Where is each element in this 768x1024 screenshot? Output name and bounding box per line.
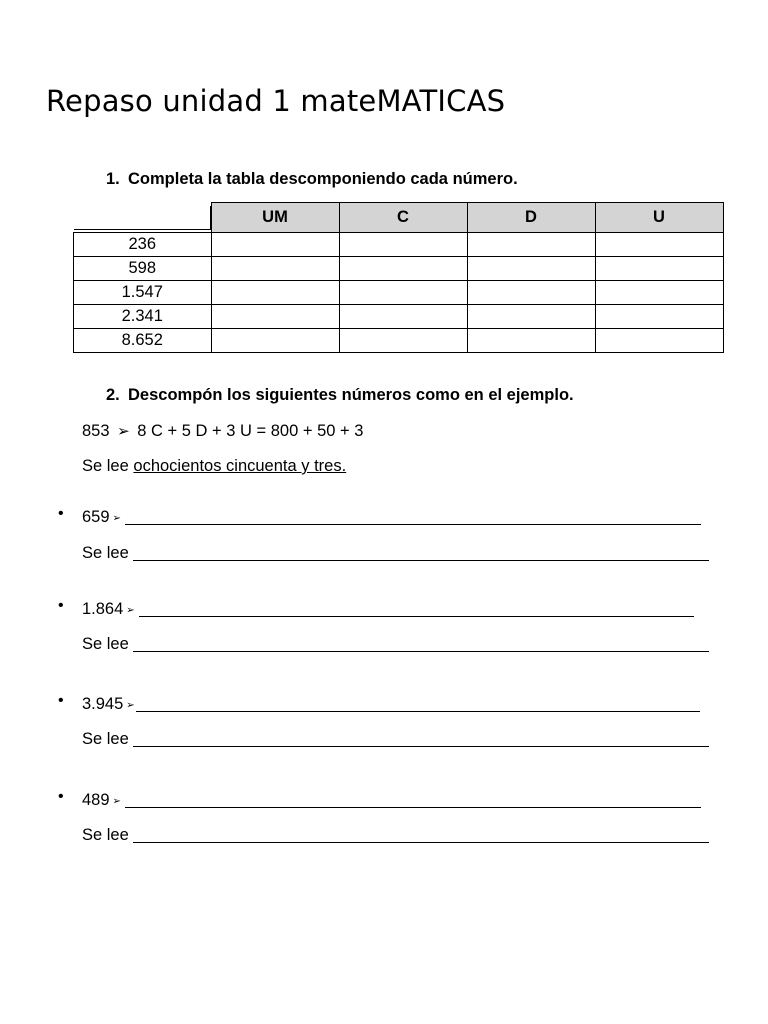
arrow-icon: ➢	[117, 422, 130, 440]
d-cell[interactable]	[467, 328, 595, 352]
answer-blank[interactable]	[125, 791, 701, 808]
header-um: UM	[211, 203, 339, 233]
u-cell[interactable]	[595, 304, 723, 328]
example-reads-prefix: Se lee	[82, 457, 129, 475]
exercise-decomposition-line	[82, 597, 694, 619]
answer-blank[interactable]	[136, 695, 700, 712]
exercise-number: 489	[82, 791, 110, 809]
exercise-number: 1.864	[82, 600, 124, 618]
example-reads-text: ochocientos cincuenta y tres.	[133, 457, 347, 475]
exercise-reads-prefix: Se lee	[82, 544, 129, 562]
arrow-icon: ➢	[126, 605, 135, 616]
example-decomposition-line	[82, 422, 363, 441]
exercise-number: 659	[82, 508, 110, 526]
c-cell[interactable]	[339, 256, 467, 280]
answer-blank[interactable]	[125, 508, 701, 525]
c-cell[interactable]	[339, 304, 467, 328]
bullet-icon: •	[58, 788, 64, 805]
u-cell[interactable]	[595, 280, 723, 304]
um-cell[interactable]	[211, 280, 339, 304]
bullet-icon: •	[58, 597, 64, 614]
example-reads-line	[82, 457, 346, 476]
exercise-decomposition-line	[82, 788, 701, 810]
bullet-icon: •	[58, 692, 64, 709]
row-number-cell: 1.547	[74, 280, 212, 304]
um-cell[interactable]	[211, 256, 339, 280]
row-number-cell: 8.652	[74, 328, 212, 352]
arrow-icon: ➢	[126, 700, 135, 711]
section-2-heading	[106, 386, 574, 405]
c-cell[interactable]	[339, 280, 467, 304]
exercise-reads-line	[82, 632, 709, 654]
reads-answer-blank[interactable]	[133, 826, 709, 843]
exercise-reads-prefix: Se lee	[82, 730, 129, 748]
c-cell[interactable]	[339, 232, 467, 256]
d-cell[interactable]	[467, 280, 595, 304]
reads-answer-blank[interactable]	[133, 730, 709, 747]
header-c: C	[339, 203, 467, 233]
table-row	[74, 304, 724, 328]
row-number-cell: 236	[74, 232, 212, 256]
table-corner-cell	[74, 206, 211, 230]
section-1-number: 1.	[106, 170, 120, 188]
d-cell[interactable]	[467, 304, 595, 328]
um-cell[interactable]	[211, 304, 339, 328]
exercise-reads-line	[82, 823, 709, 845]
exercise-reads-prefix: Se lee	[82, 826, 129, 844]
exercise-reads-line	[82, 541, 709, 563]
u-cell[interactable]	[595, 328, 723, 352]
page-title: Repaso unidad 1 mateMATICAS	[46, 84, 506, 118]
u-cell[interactable]	[595, 256, 723, 280]
table-row	[74, 328, 724, 352]
d-cell[interactable]	[467, 232, 595, 256]
bullet-icon: •	[58, 505, 64, 522]
arrow-icon: ➢	[112, 513, 121, 524]
section-2-number: 2.	[106, 386, 120, 404]
table-header-row	[74, 203, 724, 233]
example-decomposition: 8 C + 5 D + 3 U = 800 + 50 + 3	[137, 422, 364, 440]
d-cell[interactable]	[467, 256, 595, 280]
example-number: 853	[82, 422, 110, 440]
row-number-cell: 598	[74, 256, 212, 280]
section-2-heading-text: Descompón los siguientes números como en el ejemplo.	[128, 386, 574, 404]
decomposition-table	[73, 202, 724, 353]
exercise-reads-prefix: Se lee	[82, 635, 129, 653]
section-1-heading	[106, 170, 518, 189]
arrow-icon: ➢	[112, 796, 121, 807]
section-1-heading-text: Completa la tabla descomponiendo cada número.	[128, 170, 518, 188]
c-cell[interactable]	[339, 328, 467, 352]
row-number-cell: 2.341	[74, 304, 212, 328]
u-cell[interactable]	[595, 232, 723, 256]
reads-answer-blank[interactable]	[133, 544, 709, 561]
header-u: U	[595, 203, 723, 233]
exercise-decomposition-line	[82, 505, 701, 527]
table-row	[74, 232, 724, 256]
table-row	[74, 280, 724, 304]
exercise-reads-line	[82, 727, 709, 749]
reads-answer-blank[interactable]	[133, 635, 709, 652]
table-row	[74, 256, 724, 280]
exercise-decomposition-line	[82, 692, 700, 714]
um-cell[interactable]	[211, 328, 339, 352]
exercise-number: 3.945	[82, 695, 124, 713]
answer-blank[interactable]	[139, 600, 694, 617]
um-cell[interactable]	[211, 232, 339, 256]
header-d: D	[467, 203, 595, 233]
